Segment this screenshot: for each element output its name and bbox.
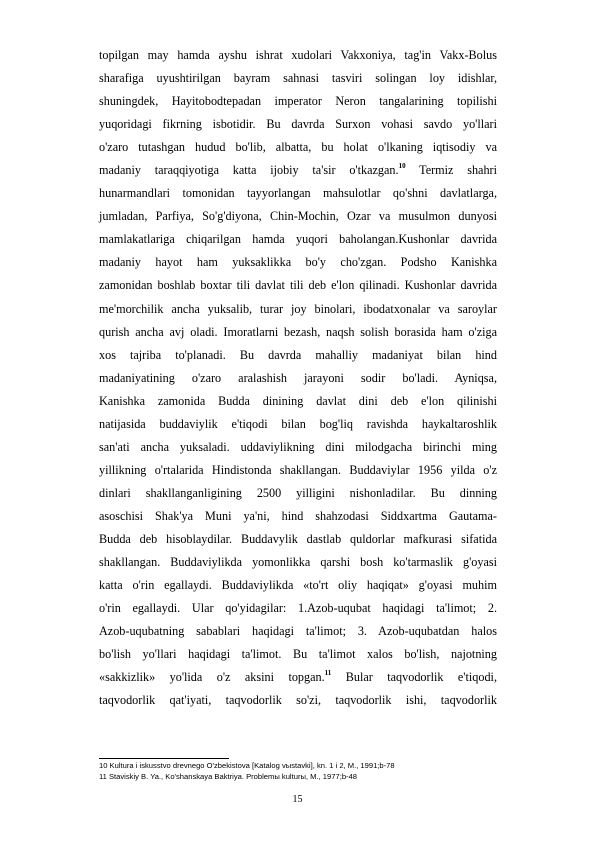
- body-line: [99, 620, 497, 643]
- body-line: [99, 44, 497, 67]
- body-line-text: sharafiga uyushtirilgan bayram sahnasi tasviri solingan loy idishlar,: [99, 71, 497, 86]
- body-line-text: o'zaro tutashgan hudud bo'lib, albatta, bu holat o'lkaning iqtisodiy va: [99, 140, 497, 155]
- body-line-text: o'rin egallaydi. Ular qo'yidagilar: 1.Azob-uqubat haqidagi ta'limot; 2.: [99, 601, 497, 616]
- page-number: 15: [292, 794, 303, 805]
- body-line-text: shakllangan. Buddaviylikda yomonlikka qarshi bosh ko'tarmaslik g'oyasi: [99, 555, 497, 570]
- body-line-text: «sakkizlik» yo'lida o'z aksini topgan.: [99, 670, 325, 685]
- body-line: [99, 67, 497, 90]
- body-line: [99, 666, 497, 689]
- body-line: [99, 228, 497, 251]
- body-line-text: topilgan may hamda ayshu ishrat xudolari Vakxoniya, tag'in Vakx-Bolus: [99, 48, 497, 62]
- body-line: [99, 90, 497, 113]
- body-line: [99, 528, 497, 551]
- body-line-text: san'ati ancha yuksaladi. uddaviylikning dini milodgacha birinchi ming: [99, 439, 497, 454]
- footnotes: [99, 760, 519, 782]
- body-line: [99, 574, 497, 597]
- body-line: [99, 344, 497, 367]
- body-line-text: jumladan, Parfiya, So'g'diyona, Chin-Mochin, Ozar va musulmon dunyosi: [99, 209, 497, 224]
- body-line: [99, 689, 497, 712]
- body-line-text: asoschisi Shak'ya Muni ya'ni, hind shahzodasi Siddxartma Gautama-: [99, 508, 497, 523]
- body-line-text: zamonidan boshlab boxtar tili davlat tili deb e'lon qilinadi. Kushonlar davrida: [99, 278, 497, 293]
- page-body: [99, 44, 497, 712]
- body-line-text: Azob-uqubatning sabablari haqidagi ta'limot; 3. Azob-uqubatdan halos: [99, 624, 497, 639]
- body-line-text: me'morchilik ancha yuksalib, turar joy binolari, ibodatxonalar va saroylar: [99, 301, 497, 316]
- body-line: [99, 390, 497, 413]
- body-line: [99, 182, 497, 205]
- body-line: [99, 274, 497, 297]
- footnote-10: 10 Kultura i iskusstvo drevnego O'zbekistova [Katalog vыstavki], kn. 1 i 2, M., 1991;b-78: [99, 761, 395, 770]
- body-line-text: hunarmandlari tomonidan tayyorlangan mahsulotlar qo'shni davlatlarga,: [99, 186, 497, 201]
- body-line-text: shuningdek, Hayitobodtepadan imperator Neron tangalarining topilishi: [99, 94, 497, 109]
- body-line-text: dinlari shakllanganligining 2500 yilligini nishonladilar. Bu dinning: [99, 485, 497, 500]
- body-line: [99, 436, 497, 459]
- body-line-text: madaniy hayot ham yuksaklikka bo'y cho'zgan. Podsho Kanishka: [99, 255, 497, 270]
- body-line: [99, 482, 497, 505]
- body-line-text: natijasida buddaviylik e'tiqodi bilan bog'liq ravishda haykaltaroshlik: [99, 416, 497, 431]
- body-line-text-continued: Bular taqvodorlik e'tiqodi,: [331, 670, 497, 685]
- body-line-text: katta o'rin egallaydi. Buddaviylikda «to'rt oliy haqiqat» g'oyasi muhim: [99, 578, 497, 593]
- body-line: [99, 136, 497, 159]
- body-line: [99, 413, 497, 436]
- body-line: [99, 321, 497, 344]
- body-line: [99, 251, 497, 274]
- body-line-text: bo'lish yo'llari haqidagi ta'limot. Bu ta'limot xalos bo'lish, najotning: [99, 647, 497, 662]
- body-line-text: taqvodorlik qat'iyati, taqvodorlik so'zi, taqvodorlik ishi, taqvodorlik: [99, 693, 497, 708]
- body-line-text: yuqoridagi fikrning isbotidir. Bu davrda Surxon vohasi savdo yo'llari: [99, 117, 497, 132]
- body-line-text: Budda deb hisoblaydilar. Buddavylik dastlab quldorlar mafkurasi sifatida: [99, 531, 497, 546]
- footnote-reference: 11: [324, 669, 332, 678]
- body-line-text: mamlakatlariga chiqarilgan hamda yuqori baholangan.Kushonlar davrida: [99, 232, 497, 247]
- body-line: [99, 205, 497, 228]
- body-line: [99, 551, 497, 574]
- body-line: [99, 505, 497, 528]
- body-line-text: xos tajriba to'planadi. Bu davrda mahalliy madaniyat bilan hind: [99, 347, 497, 362]
- footnote-reference: 10: [398, 162, 406, 171]
- body-line: [99, 113, 497, 136]
- body-line: [99, 298, 497, 321]
- body-line-text-continued: Termiz shahri: [405, 163, 497, 178]
- body-line-text: madaniy taraqqiyotiga katta ijobiy ta'sir o'tkazgan.: [99, 163, 399, 178]
- body-line: [99, 367, 497, 390]
- body-line: [99, 597, 497, 620]
- body-line-text: madaniyatining o'zaro aralashish jarayoni sodir bo'ladi. Ayniqsa,: [99, 370, 497, 385]
- footnote-11: 11 Staviskiy B. Ya., Ko'shanskaya Baktriya. Problemы kulturы, M., 1977;b-48: [99, 772, 358, 781]
- body-line: [99, 459, 497, 482]
- body-line-text: yillikning o'rtalarida Hindistonda shakllangan. Buddaviylar 1956 yilda o'z: [99, 462, 497, 477]
- body-line: [99, 159, 497, 182]
- body-line-text: qurish ancha avj oladi. Imoratlarni bezash, naqsh solish borasida ham o'ziga: [99, 324, 497, 339]
- footnote-separator: [99, 758, 229, 759]
- body-line-text: Kanishka zamonida Budda dinining davlat dini deb e'lon qilinishi: [99, 393, 497, 408]
- body-line: [99, 643, 497, 666]
